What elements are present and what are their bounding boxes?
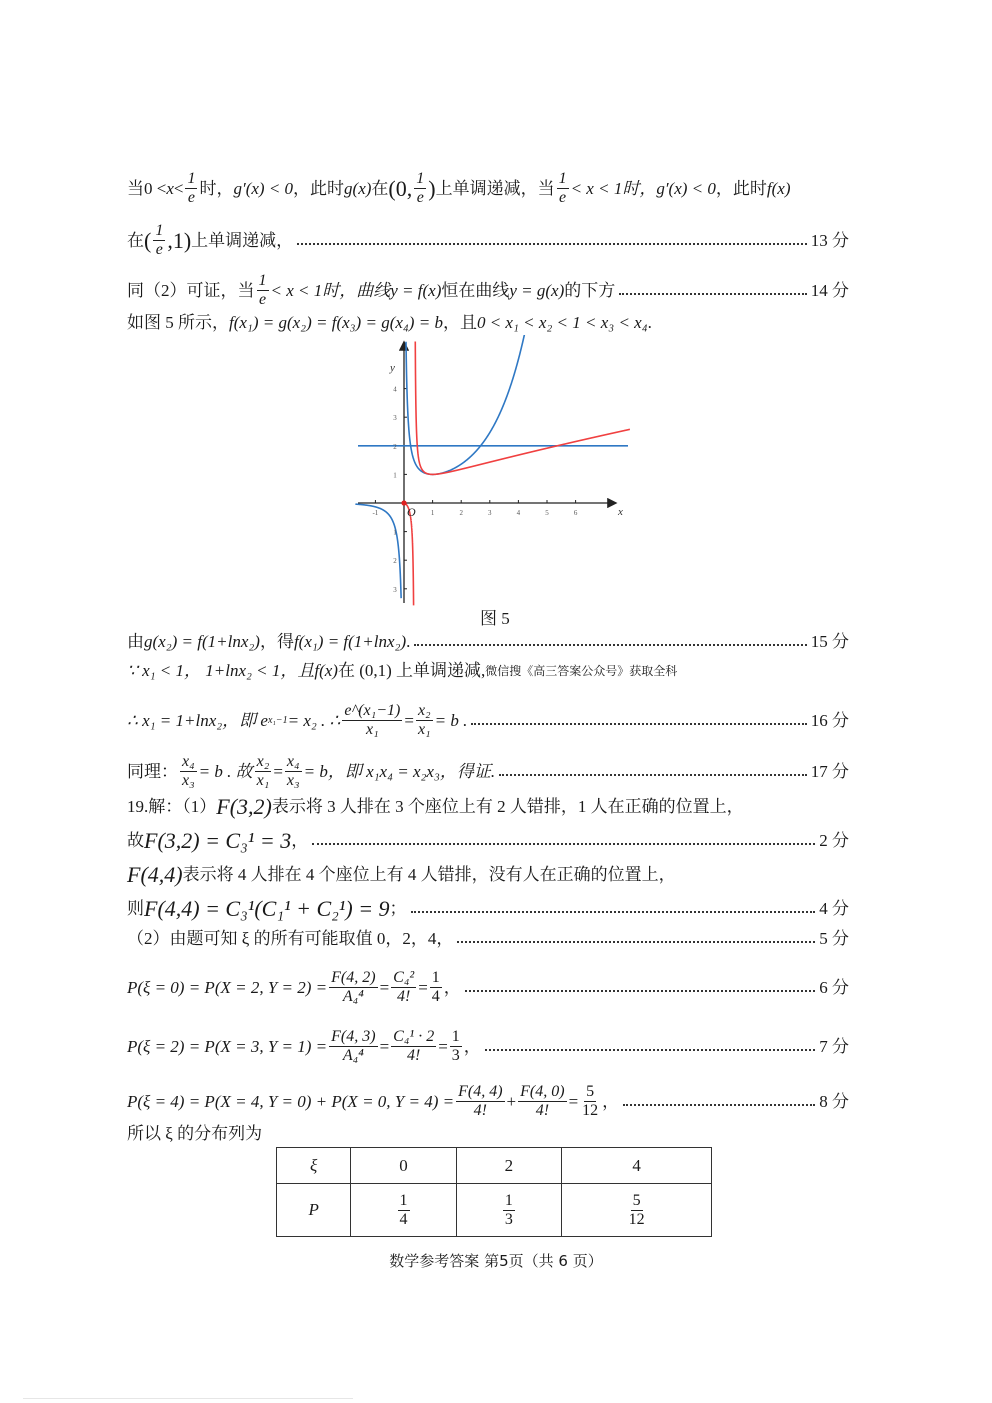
page-footer: 数学参考答案 第5页（共 6 页） [389, 1252, 603, 1270]
denominator: x₁ [256, 772, 270, 789]
text-line-7 [127, 702, 849, 739]
denominator: e [559, 189, 567, 206]
text: = [379, 977, 390, 997]
math: F(3,2) [216, 794, 272, 819]
score: 15 分 [810, 632, 849, 651]
text: 19.解：（1） [127, 797, 217, 816]
denominator: e [416, 189, 424, 206]
text: 时， [199, 178, 234, 198]
math: ( [144, 227, 152, 253]
text-line-13 [127, 927, 849, 951]
numerator: C₄² [393, 969, 415, 986]
math: g′(x) < 0 [233, 178, 294, 198]
text: 在 [371, 178, 389, 198]
figure-caption: 图 5 [480, 609, 510, 628]
numerator: 1 [416, 170, 425, 187]
text: 在 [127, 230, 144, 250]
text: = [568, 1091, 579, 1111]
score: 13 分 [810, 230, 849, 250]
text: ， [443, 977, 461, 997]
dot-leader [499, 774, 807, 776]
text: 故 [127, 831, 144, 850]
fraction [557, 170, 569, 207]
denominator: e [258, 291, 267, 308]
denominator: A₄⁴ [342, 988, 364, 1005]
table-cell [562, 1184, 712, 1237]
math: (0, [388, 175, 413, 201]
text: + [506, 1091, 517, 1111]
fraction [342, 702, 402, 739]
curve-f [355, 335, 524, 598]
fraction [185, 170, 197, 207]
text: 恒在曲线 [441, 280, 510, 300]
math: f(x₁) = g(x₂) = f(x₃) = g(x₄) = b [229, 313, 443, 332]
numerator: 1 [399, 1191, 408, 1209]
curve-g-right [415, 342, 630, 475]
text-line-5 [127, 630, 849, 654]
text: 所以 ξ 的分布列为 [127, 1124, 263, 1143]
denominator: 12 [582, 1102, 599, 1119]
fraction [416, 702, 433, 739]
x-tick-label: 6 [573, 509, 578, 517]
y-tick-label: 1 [393, 471, 397, 480]
y-tick-label: 4 [393, 385, 397, 394]
score: 5 分 [819, 929, 849, 948]
y-tick-label: 3 [393, 414, 397, 423]
fraction [285, 753, 302, 790]
dot-leader [619, 293, 807, 295]
y-tick-label: 2 [393, 442, 397, 451]
numerator: 1 [187, 170, 196, 187]
text: = [418, 977, 428, 997]
text: ，此时 [715, 178, 767, 198]
divider [23, 1398, 353, 1399]
math: = b . [434, 710, 468, 730]
math: y = f(x) [390, 280, 442, 300]
math: ) [428, 175, 436, 201]
math: P(ξ = 2) = P(X = 3, Y = 1) = [127, 1036, 328, 1056]
numerator: x₄ [182, 753, 195, 770]
math: F(4,4) [127, 862, 183, 887]
table-cell: 0 [351, 1148, 456, 1184]
numerator: C₄¹ · 2 [393, 1028, 435, 1045]
numerator: 1 [431, 969, 440, 986]
dot-leader [471, 723, 806, 725]
math: f(x₁) = f(1+lnx₂) [293, 632, 407, 651]
text-line-4 [127, 311, 849, 335]
denominator: 4! [473, 1102, 487, 1119]
dot-leader [485, 1049, 815, 1051]
text: . [406, 632, 411, 651]
denominator: x₃ [182, 772, 195, 789]
dot-leader [312, 843, 815, 845]
denominator: x₁ [366, 721, 379, 738]
text: 上单调递减，当 [435, 178, 555, 198]
math: = b . 故 [198, 761, 253, 781]
math: f(x) [314, 661, 338, 680]
x-tick-label: 3 [488, 509, 492, 517]
table-row [277, 1148, 712, 1184]
denominator: 3 [451, 1047, 460, 1064]
numerator: x₄ [286, 753, 300, 770]
fraction [329, 1028, 377, 1065]
text: = [404, 710, 414, 730]
numerator: F(4, 3) [331, 1028, 376, 1045]
fraction [580, 1083, 600, 1120]
numerator: 1 [504, 1191, 513, 1209]
text-line-1 [127, 170, 849, 207]
text-line-10 [127, 829, 849, 853]
denominator: e [187, 189, 196, 206]
math: f(x) [766, 178, 791, 198]
watermark-note: 微信搜《高三答案公众号》获取全科 [485, 664, 678, 678]
table-cell [456, 1184, 561, 1237]
x-tick-label: 2 [459, 509, 463, 517]
score: 14 分 [810, 280, 849, 300]
table-row [277, 1184, 712, 1237]
score: 6 分 [819, 977, 849, 997]
math: g(x₂) = f(1+lnx₂) [144, 632, 260, 651]
text-line-11 [127, 863, 849, 887]
score: 2 分 [819, 831, 849, 850]
denominator: 12 [628, 1210, 645, 1228]
numerator: e^(x₁−1) [344, 702, 401, 719]
text-line-14 [127, 969, 849, 1006]
numerator: 1 [258, 272, 267, 289]
numerator: F(4, 2) [331, 969, 376, 986]
x-tick-label: 5 [545, 509, 549, 517]
y-tick-label: 1 [393, 528, 397, 537]
text: ，且 [442, 313, 477, 332]
text: （2）由题可知 ξ 的所有可能取值 0，2，4， [127, 929, 454, 948]
text: ， [291, 831, 309, 850]
y-tick-label: 3 [393, 585, 397, 594]
denominator: x₃ [286, 772, 300, 789]
x-tick-label: -1 [372, 509, 379, 517]
score: 17 分 [810, 761, 849, 781]
function-graph-figure [350, 335, 640, 610]
fraction [329, 969, 377, 1006]
table-cell: 2 [456, 1148, 561, 1184]
table-cell: 4 [562, 1148, 712, 1184]
numerator: 1 [558, 170, 567, 187]
text: 如图 5 所示， [127, 313, 229, 332]
text-line-9 [127, 795, 849, 819]
math: g(x) [344, 178, 372, 198]
math: = x₂ . ∴ [287, 710, 341, 730]
text: 上单调递减， [191, 230, 294, 250]
text-line-2 [127, 222, 849, 259]
x-tick-label: 4 [516, 509, 521, 517]
y-axis-label: y [390, 362, 395, 374]
axis-labels [372, 362, 623, 594]
text: ， [463, 1036, 481, 1056]
text: ， [602, 1091, 620, 1111]
denominator: e [155, 241, 163, 258]
dot-leader [411, 911, 816, 913]
score: 8 分 [819, 1091, 849, 1111]
math: P(ξ = 4) = P(X = 4, Y = 0) + P(X = 0, Y = 4) = [127, 1091, 455, 1111]
text: = [379, 1036, 390, 1056]
text: ，得 [259, 632, 294, 651]
text: 当0 < [127, 178, 167, 198]
x-tick-label: 1 [430, 509, 435, 517]
denominator: 4! [535, 1102, 550, 1119]
numerator: F(4, 0) [520, 1083, 565, 1100]
text: ，此时 [293, 178, 345, 198]
numerator: x₂ [417, 702, 431, 719]
text: 的下方 [564, 280, 616, 300]
origin-dot [401, 500, 406, 505]
math: < x < 1时，曲线 [270, 280, 391, 300]
fraction [456, 1083, 504, 1120]
text: 在 (0,1) 上单调递减, [337, 661, 486, 680]
text: ； [389, 899, 407, 918]
denominator: x₁ [417, 721, 431, 738]
text-line-12 [127, 897, 849, 921]
math: x [166, 178, 174, 198]
x-axis-label: x [618, 506, 623, 518]
math: ,1) [167, 227, 192, 253]
math: < x < 1时， [570, 178, 657, 198]
superscript: x₁−1 [267, 714, 288, 726]
text: = [273, 761, 283, 781]
text-line-17 [127, 1122, 849, 1146]
text-line-6 [127, 659, 849, 683]
dot-leader [457, 941, 815, 943]
math: y = g(x) [509, 280, 565, 300]
denominator: 4! [407, 1047, 421, 1064]
text: . [647, 313, 652, 332]
numerator: F(4, 4) [458, 1083, 503, 1100]
text: 表示将 3 人排在 3 个座位上有 2 人错排，1 人在正确的位置上， [271, 797, 744, 816]
denominator: A₄⁴ [342, 1047, 364, 1064]
fraction [153, 222, 165, 259]
score: 4 分 [819, 899, 849, 918]
math: ∴ x₁ = 1+lnx₂，即 e [127, 710, 268, 730]
fraction [518, 1083, 566, 1120]
numerator: 5 [586, 1083, 595, 1100]
text: = [438, 1036, 448, 1056]
numerator: x₂ [256, 753, 270, 770]
math: 0 < x₁ < x₂ < 1 < x₃ < x₄ [476, 313, 648, 332]
dot-leader [414, 644, 806, 646]
math: ∵ x₁ < 1， 1+lnx₂ < 1，且 [127, 661, 315, 680]
score: 7 分 [819, 1036, 849, 1056]
dot-leader [465, 990, 815, 992]
table-cell: P [277, 1184, 351, 1237]
text-line-15 [127, 1028, 849, 1065]
table-cell [351, 1184, 456, 1237]
denominator: 4 [431, 988, 440, 1005]
dot-leader [623, 1104, 815, 1106]
fraction [450, 1028, 462, 1065]
table-cell: ξ [277, 1148, 351, 1184]
math: F(4,4) = C₃¹(C₁¹ + C₂¹) = 9 [144, 896, 390, 921]
origin-label: O [407, 505, 416, 519]
text-line-16 [127, 1083, 849, 1120]
fraction [414, 170, 426, 207]
fraction [391, 969, 416, 1006]
text: < [173, 178, 184, 198]
dot-leader [297, 243, 807, 245]
numerator: 5 [632, 1191, 641, 1209]
math: P(ξ = 0) = P(X = 2, Y = 2) = [127, 977, 328, 997]
text: 由 [127, 632, 144, 651]
text: 则 [127, 899, 144, 918]
numerator: 1 [451, 1028, 460, 1045]
text: 同（2）可证，当 [127, 280, 255, 300]
y-tick-label: 2 [393, 557, 397, 566]
math: = b，即 x₁x₄ = x₂x₃，得证. [303, 761, 496, 781]
fraction [391, 1028, 436, 1065]
denominator: 4! [397, 988, 411, 1005]
text-line-3 [127, 272, 849, 309]
fraction [257, 272, 269, 309]
score: 16 分 [810, 710, 849, 730]
fraction [430, 969, 442, 1006]
denominator: 3 [504, 1210, 513, 1228]
text: 同理： [127, 761, 178, 781]
distribution-table [276, 1147, 712, 1237]
text: 表示将 4 人排在 4 个座位上有 4 人错排，没有人在正确的位置上， [182, 865, 676, 884]
text-line-8 [127, 753, 849, 790]
denominator: 4 [399, 1210, 408, 1228]
fraction [180, 753, 197, 790]
fraction [255, 753, 272, 790]
math: g′(x) < 0 [656, 178, 716, 198]
math: F(3,2) = C₃¹ = 3 [144, 828, 292, 853]
numerator: 1 [155, 222, 164, 239]
